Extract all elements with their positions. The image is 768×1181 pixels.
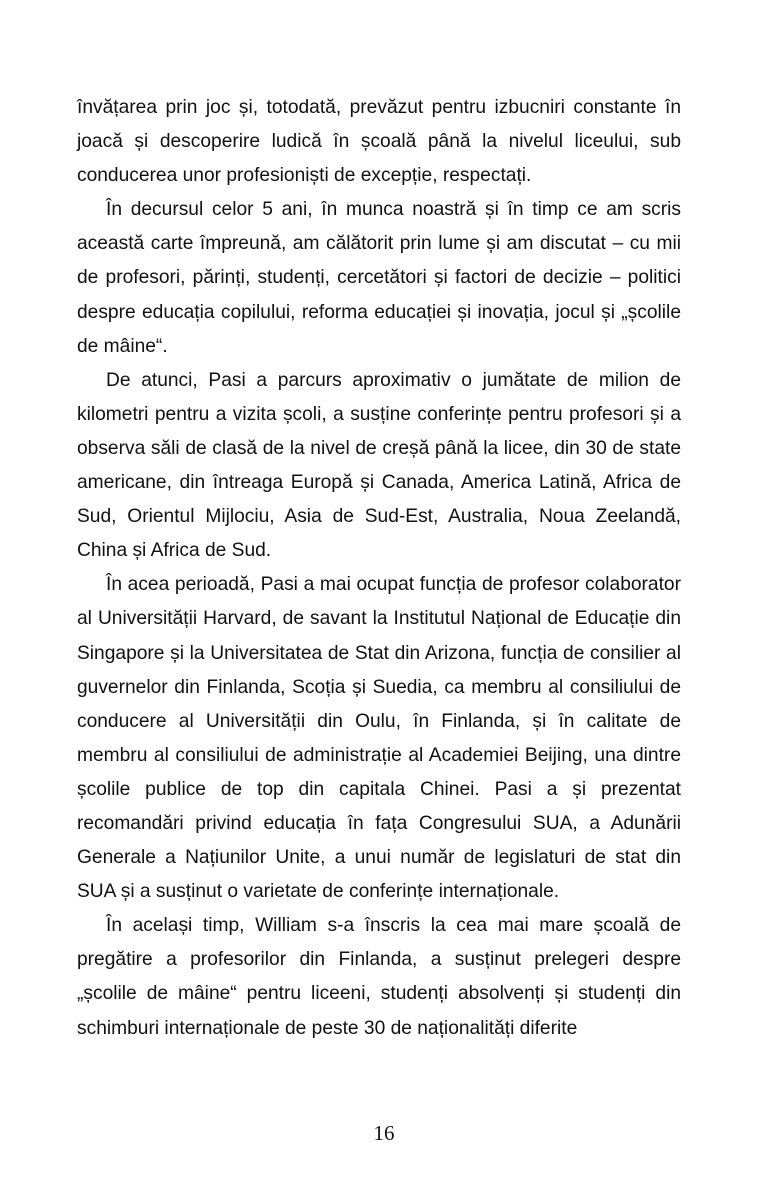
paragraph-continuation: învățarea prin joc și, totodată, prevăzut pentru izbucniri constante în joacă și descoperire ludică în școală până la nivelul liceului, sub conducerea unor profesioniști de excepție, respectați.	[77, 97, 681, 187]
paragraph: În decursul celor 5 ani, în munca noastră și în timp ce am scris această carte împreună, am călătorit prin lume și am discutat – cu mii de profesori, părinți, studenți, cercetători și factori de decizie – politici despre educația copilului, reforma educației și inovația, jocul și „școlile de mâine“.	[77, 199, 681, 357]
body-text	[77, 91, 681, 1046]
paragraph: În același timp, William s-a înscris la cea mai mare școală de pregătire a profesorilor din Finlanda, a susținut prelegeri despre „școlile de mâine“ pentru liceeni, studenți absolvenți și studenți din schimburi internaționale de peste 30 de naționalități diferite	[77, 915, 681, 1039]
page-number: 16	[373, 1121, 395, 1145]
paragraph: În acea perioadă, Pasi a mai ocupat funcția de profesor colaborator al Universității Harvard, de savant la Institutul Național de Educație din Singapore și la Universitatea de Stat din Arizona, funcția de consilier al guvernelor din Finlanda, Scoția și Suedia, ca membru al consiliului de conducere al Universității din Oulu, în Finlanda, și în calitate de membru al consiliului de administrație al Academiei Beijing, una dintre școlile publice de top din capitala Chinei. Pasi a și prezentat recomandări privind educația în fața Congresului SUA, a Adunării Generale a Națiunilor Unite, a unui număr de legislaturi de stat din SUA și a susținut o varietate de conferințe internaționale.	[77, 574, 681, 903]
paragraph: De atunci, Pasi a parcurs aproximativ o jumătate de milion de kilometri pentru a vizita școli, a susține conferințe pentru profesori și a observa săli de clasă de la nivel de creșă până la licee, din 30 de state americane, din întreaga Europă și Canada, America Latină, Africa de Sud, Orientul Mijlociu, Asia de Sud-Est, Australia, Noua Zeelandă, China și Africa de Sud.	[77, 369, 681, 562]
